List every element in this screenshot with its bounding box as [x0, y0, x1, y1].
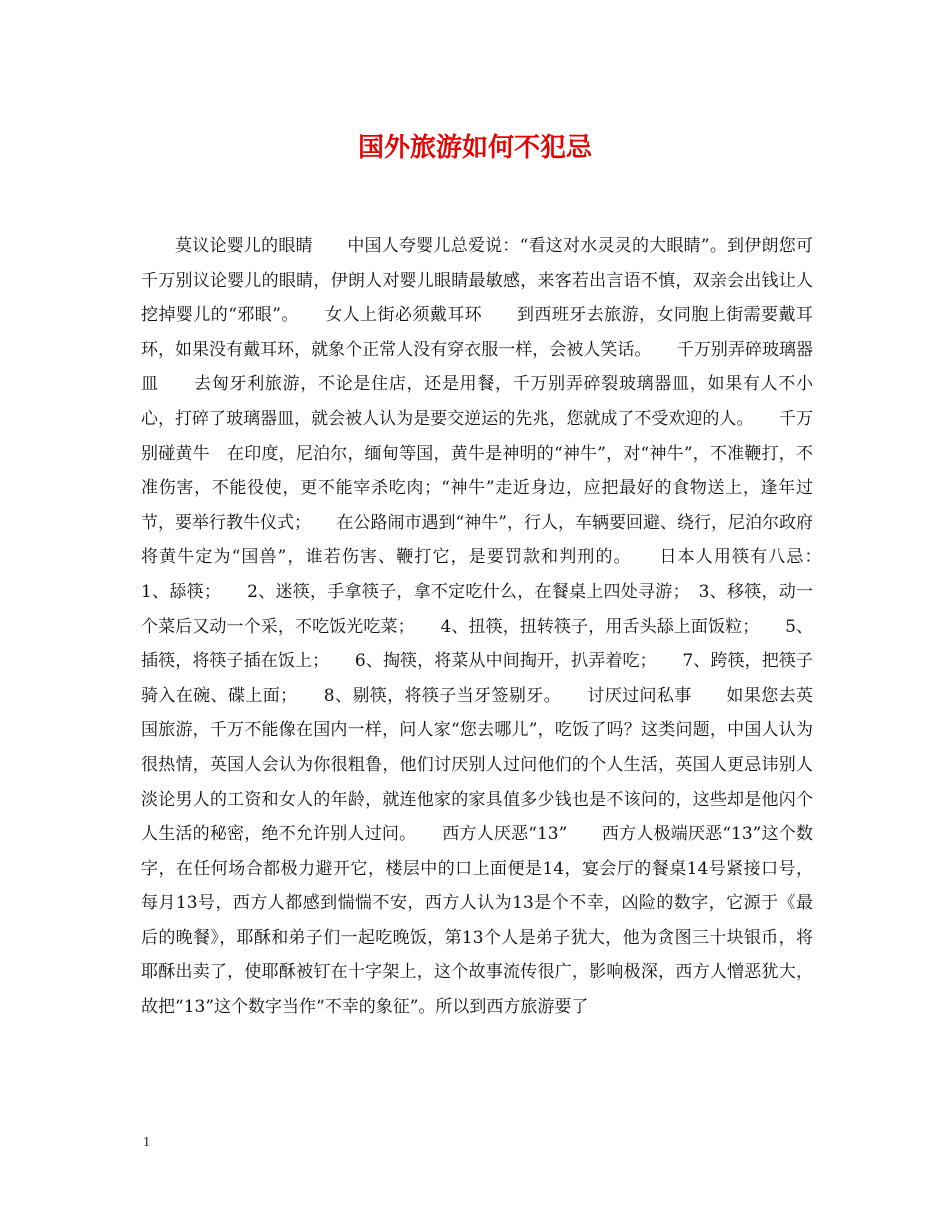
document-body-paragraph: 莫议论婴儿的眼睛 中国人夸婴儿总爱说：“看这对水灵灵的大眼睛”。到伊朗您可千万别议论婴儿的眼睛，伊朗人对婴儿眼睛最敏感，来客若出言语不慎，双亲会出钱让人挖掉婴儿的“邪眼”。 女人上街必须戴耳环 到西班牙去旅游，女同胞上街需要戴耳环，如果没有戴耳环，就象个正常人没有穿衣服一样，会被人笑话。 千万别弄碎玻璃器皿 去匈牙利旅游，不论是住店，还是用餐，千万别弄碎裂玻璃器皿，如果有人不小心，打碎了玻璃器皿，就会被人认为是要交逆运的先兆，您就成了不受欢迎的人。 千万别碰黄牛 在印度，尼泊尔，缅甸等国，黄牛是神明的“神牛”，对“神牛”，不准鞭打，不准伤害，不能役使，更不能宰杀吃肉；“神牛”走近身边，应把最好的食物送上，逢年过节，要举行教牛仪式； 在公路闹市遇到“神牛”，行人，车辆要回避、绕行，尼泊尔政府将黄牛定为“国兽”，谁若伤害、鞭打它，是要罚款和判刑的。 日本人用筷有八忌： 1、舔筷； 2、迷筷，手拿筷子，拿不定吃什么，在餐桌上四处寻游； 3、移筷，动一个菜后又动一个采，不吃饭光吃菜； 4、扭筷，扭转筷子，用舌头舔上面饭粒； 5、插筷，将筷子插在饭上； 6、掏筷，将菜从中间掏开，扒弄着吃； 7、跨筷，把筷子骑入在碗、碟上面； 8、剔筷，将筷子当牙签剔牙。 讨厌过问私事 如果您去英国旅游，千万不能像在国内一样，问人家“您去哪儿”，吃饭了吗？这类问题，中国人认为很热情，英国人会认为你很粗鲁，他们讨厌别人过问他们的个人生活，英国人更忌讳别人淡论男人的工资和女人的年龄，就连他家的家具值多少钱也是不该问的，这些却是他闪个人生活的秘密，绝不允许别人过问。 西方人厌恶“13” 西方人极端厌恶“13”这个数字，在任何场合都极力避开它，楼层中的口上面便是14，宴会厅的餐桌14号紧接口号，每月13号，西方人都感到惴惴不安，西方人认为13是个不幸，凶险的数字，它源于《最后的晚餐》，耶酥和弟子们一起吃晚饭，第13个人是弟子犹大，他为贪图三十块银币，将耶酥出卖了，使耶酥被钉在十字架上，这个故事流传很广，影响极深，西方人憎恶犹大，故把“13”这个数字当作“不幸的象征”。所以到西方旅游要了 [141, 236, 847, 1018]
document-title: 国外旅游如何不犯忌 [357, 133, 592, 163]
page-number: 1 [143, 1135, 150, 1150]
